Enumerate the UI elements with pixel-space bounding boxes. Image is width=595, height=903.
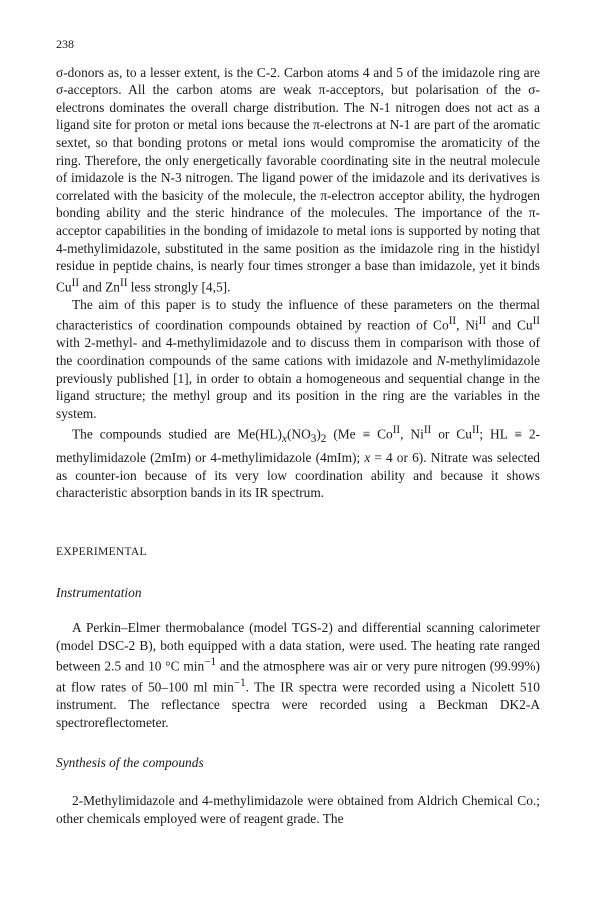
paragraph-4: A Perkin–Elmer thermobalance (model TGS-2) and differential scanning calorimeter (model DSC-2 B), both equipped with a data station, were used. The heating rate ranged between 2.5 and 10 °C $\min^{-1}$ and the atmosphere was air or very pure nitrogen (99.99%) at flow rates of 50–100 ml $\min^{-1}$. The IR spectra were recorded using a Nicolett 510 instrument. The reflectance spectra were recorded using a Beckman DK2-A spectroreflectometer. — [56, 620, 540, 731]
subheading-instrumentation: Instrumentation — [56, 584, 142, 600]
paragraph-1: σ-donors as, to a lesser extent, is the C-2. Carbon atoms 4 and 5 of the imidazole ring are σ-acceptors. All the carbon atoms are weak π-acceptors, but polarisation of the σ-electrons dominates the overall charge distribution. The N-1 nitrogen does not act as a ligand site for proton or metal ions because the π-electrons at N-1 are part of the aromatic sextet, so that bonding protons or metal ions would compromise the aromaticity of the ring. Therefore, the only energetically favorable coordinating site in the neutral molecule of imidazole is the N-3 nitrogen. The ligand power of the imidazole and its derivatives is correlated with the basicity of the molecule, the π-electron acceptor ability, the hydrogen bonding ability and the steric hindrance of the molecules. The importance of the π-acceptor capabilities in the bonding of imidazole to metal ions is supported by noting that 4-methylimidazole, substituted in the same position as the imidazole ring in the histidyl residue in peptide chains, is nearly four times stronger a base than imidazole, yet it binds $Cu^{II}$ and $Zn^{II}$ less strongly [4,5]. — [56, 64, 540, 295]
subheading-synthesis: Synthesis of the compounds — [56, 754, 204, 770]
paragraph-2: The aim of this paper is to study the influence of these parameters on the thermal characteristics of coordination compounds obtained by reaction of $Co^{II}$, $Ni^{II}$ and $Cu^{II}$ with 2-methyl- and 4-methylimidazole and to discuss them in comparison with those of the coordination compounds of the same cations with imidazole and N-methylimidazole previously published [1], in order to obtain a homogeneous and sequential change in the ligand structure; the methyl group and its position in the ring are the variables in the system. — [56, 296, 541, 421]
paragraph-5: 2-Methylimidazole and 4-methylimidazole were obtained from Aldrich Chemical Co.; other chemicals employed were of reagent grade. The — [56, 793, 540, 826]
page-number: 238 — [56, 37, 74, 51]
document-page — [56, 36, 540, 827]
section-heading: EXPERIMENTAL — [56, 545, 147, 558]
paragraph-3: The compounds studied are $Me(HL)_x(NO_3)_2$ ($Me \equiv Co^{II}$, $Ni^{II}$ or $Cu^{II}$; HL ≡ 2-methylimidazole (2mIm) or 4-methylimidazole (4mIm); x = 4 or 6). Nitrate was selected as counter-ion because of its very low coordination ability and because it shows characteristic absorption bands in its IR spectrum. — [56, 424, 540, 501]
